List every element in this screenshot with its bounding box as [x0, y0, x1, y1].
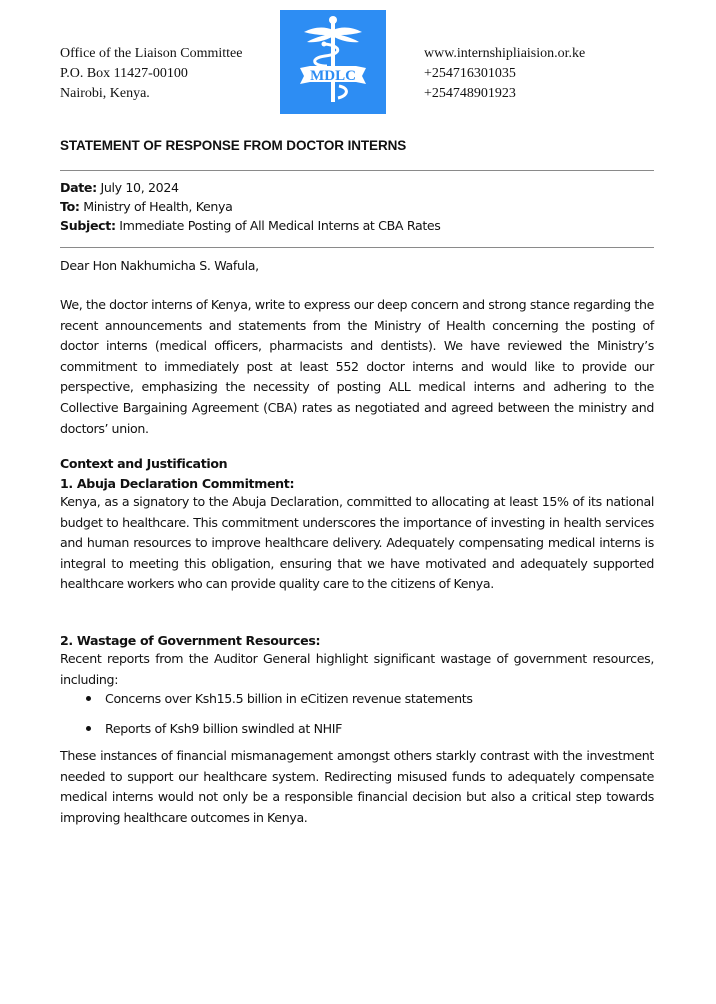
memo-meta: [60, 178, 441, 235]
subject-label: Subject:: [60, 218, 116, 233]
bullet-dot-icon: [86, 726, 91, 731]
caduceus-logo-icon: [280, 10, 386, 114]
date-value: July 10, 2024: [100, 180, 179, 195]
bullet-dot-icon: [86, 696, 91, 701]
to-line: [60, 197, 441, 216]
point1-heading: 1. Abuja Declaration Commitment:: [60, 476, 295, 491]
bullet-item: [86, 721, 342, 736]
bullet-text: Concerns over Ksh15.5 billion in eCitizen revenue statements: [105, 691, 473, 706]
website-link[interactable]: www.internshipliaision.or.ke: [424, 46, 586, 61]
section-heading: Context and Justification: [60, 456, 228, 471]
point2-body: Recent reports from the Auditor General highlight significant wastage of government resources, including:: [60, 651, 654, 687]
document-title: STATEMENT OF RESPONSE FROM DOCTOR INTERNS: [60, 138, 407, 153]
subject-line: [60, 216, 441, 235]
point2-closing: These instances of financial mismanagement amongst others starkly contrast with the investment needed to support our healthcare system. Redirecting misused funds to adequately compensate medical interns would not only be a responsible financial decision but also a critical step towards improving healthcare outcomes in Kenya.: [60, 748, 654, 825]
intro-paragraph: We, the doctor interns of Kenya, write to express our deep concern and strong stance regarding the recent announcements and statements from the Ministry of Health concerning the posting of doctor interns (medical officers, pharmacists and dentists). We have reviewed the Ministry’s commitment to immediately post at least 552 doctor interns and would like to provide our perspective, emphasizing the necessity of posting ALL medical interns and adhering to the Collective Bargaining Agreement (CBA) rates as negotiated and agreed between the ministry and doctors’ union.: [60, 297, 654, 436]
logo-text: MDLC: [310, 68, 356, 84]
point2-heading: 2. Wastage of Government Resources:: [60, 633, 321, 648]
letterhead-contacts: [424, 44, 585, 104]
phone-number-1: +254716301035: [424, 66, 516, 81]
date-label: Date:: [60, 180, 97, 195]
mdlc-logo: [280, 10, 386, 114]
to-value: Ministry of Health, Kenya: [83, 199, 233, 214]
phone-number-2: +254748901923: [424, 86, 516, 101]
bullet-item: [86, 691, 473, 706]
address-line-city: Nairobi, Kenya.: [60, 86, 150, 101]
point1-body: Kenya, as a signatory to the Abuja Declaration, committed to allocating at least 15% of its national budget to healthcare. This commitment underscores the importance of investing in health services and human resources to improve healthcare delivery. Adequately compensating medical interns is integral to meeting this obligation, ensuring that we have motivated and adequately supported healthcare workers who can provide quality care to the citizens of Kenya.: [60, 494, 654, 592]
subject-value: Immediate Posting of All Medical Interns at CBA Rates: [119, 218, 441, 233]
address-line-pobox: P.O. Box 11427-00100: [60, 66, 188, 81]
address-line-office: Office of the Liaison Committee: [60, 46, 243, 61]
date-line: [60, 178, 441, 197]
divider-bottom: [60, 247, 654, 248]
divider-top: [60, 170, 654, 171]
letterhead-address: [60, 44, 242, 104]
salutation: Dear Hon Nakhumicha S. Wafula,: [60, 258, 259, 273]
bullet-text: Reports of Ksh9 billion swindled at NHIF: [105, 721, 343, 736]
to-label: To:: [60, 199, 80, 214]
